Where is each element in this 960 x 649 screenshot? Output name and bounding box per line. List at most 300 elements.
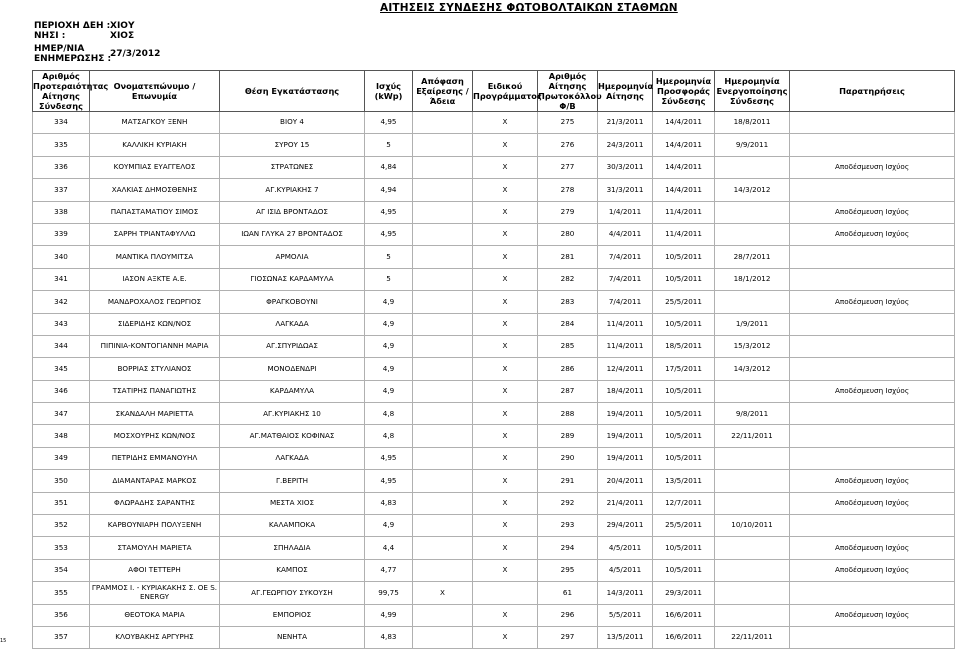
- protocol-number: 297: [538, 626, 598, 648]
- special-program: [473, 582, 538, 604]
- table-row: [33, 380, 955, 402]
- activation-date: 9/8/2011: [715, 403, 790, 425]
- offer-date: 18/5/2011: [653, 335, 715, 357]
- power-kwp: 4,95: [365, 201, 413, 223]
- installation-location: Γ.ΒΕΡΙΤΗ: [220, 470, 365, 492]
- power-kwp: 4,9: [365, 380, 413, 402]
- activation-date: 28/7/2011: [715, 246, 790, 268]
- power-kwp: 4,83: [365, 492, 413, 514]
- power-kwp: 4,95: [365, 223, 413, 245]
- installation-location: ΑΓ.ΚΥΡΙΑΚΗΣ 7: [220, 179, 365, 201]
- remarks: [790, 403, 955, 425]
- special-program: Χ: [473, 223, 538, 245]
- power-kwp: 5: [365, 268, 413, 290]
- remarks: [790, 358, 955, 380]
- protocol-number: 275: [538, 112, 598, 134]
- activation-date: [715, 470, 790, 492]
- activation-date: 1/9/2011: [715, 313, 790, 335]
- remarks: [790, 425, 955, 447]
- exemption-decision: Χ: [413, 582, 473, 604]
- application-date: 20/4/2011: [598, 470, 653, 492]
- exemption-decision: [413, 626, 473, 648]
- remarks: Αποδέσμευση Ισχύος: [790, 380, 955, 402]
- activation-date: [715, 537, 790, 559]
- exemption-decision: [413, 112, 473, 134]
- priority-number: 337: [33, 179, 90, 201]
- application-date: 24/3/2011: [598, 134, 653, 156]
- column-header: Ημερομηνία Ενεργοποίησης Σύνδεσης: [715, 71, 790, 112]
- application-date: 31/3/2011: [598, 179, 653, 201]
- application-date: 11/4/2011: [598, 335, 653, 357]
- applicant-name: ΣΑΡΡΗ ΤΡΙΑΝΤΑΦΥΛΛΩ: [90, 223, 220, 245]
- column-header: Ισχύς (kWp): [365, 71, 413, 112]
- table-row: [33, 537, 955, 559]
- applications-table: [32, 70, 955, 649]
- priority-number: 340: [33, 246, 90, 268]
- priority-number: 348: [33, 425, 90, 447]
- table-row: [33, 492, 955, 514]
- applicant-name: ΠΙΠΙΝΙΑ-ΚΟΝΤΟΓΙΑΝΝΗ ΜΑΡΙΑ: [90, 335, 220, 357]
- installation-location: ΑΡΜΟΛΙΑ: [220, 246, 365, 268]
- offer-date: 14/4/2011: [653, 112, 715, 134]
- offer-date: 11/4/2011: [653, 201, 715, 223]
- activation-date: 9/9/2011: [715, 134, 790, 156]
- priority-number: 352: [33, 515, 90, 537]
- power-kwp: 4,95: [365, 447, 413, 469]
- page-title: ΑΙΤΗΣΕΙΣ ΣΥΝΔΕΣΗΣ ΦΩΤΟΒΟΛΤΑΙΚΩΝ ΣΤΑΘΜΩΝ: [380, 2, 678, 14]
- priority-number: 356: [33, 604, 90, 626]
- special-program: Χ: [473, 604, 538, 626]
- region-labels: [34, 21, 110, 41]
- exemption-decision: [413, 604, 473, 626]
- priority-number: 350: [33, 470, 90, 492]
- priority-number: 353: [33, 537, 90, 559]
- power-kwp: 4,95: [365, 470, 413, 492]
- exemption-decision: [413, 403, 473, 425]
- offer-date: 29/3/2011: [653, 582, 715, 604]
- power-kwp: 4,77: [365, 559, 413, 581]
- application-date: 30/3/2011: [598, 156, 653, 178]
- column-header: Απόφαση Εξαίρεσης / Άδεια: [413, 71, 473, 112]
- power-kwp: 4,9: [365, 358, 413, 380]
- special-program: Χ: [473, 403, 538, 425]
- protocol-number: 294: [538, 537, 598, 559]
- power-kwp: 99,75: [365, 582, 413, 604]
- remarks: [790, 582, 955, 604]
- activation-date: 22/11/2011: [715, 626, 790, 648]
- applicant-name: ΚΑΡΒΟΥΝΙΑΡΗ ΠΟΛΥΞΕΝΗ: [90, 515, 220, 537]
- exemption-decision: [413, 492, 473, 514]
- table-row: [33, 626, 955, 648]
- island-value: ΧΙΟΣ: [110, 31, 135, 41]
- protocol-number: 279: [538, 201, 598, 223]
- protocol-number: 291: [538, 470, 598, 492]
- priority-number: 342: [33, 291, 90, 313]
- power-kwp: 4,8: [365, 425, 413, 447]
- offer-date: 14/4/2011: [653, 156, 715, 178]
- application-date: 5/5/2011: [598, 604, 653, 626]
- table-row: [33, 313, 955, 335]
- table-row: [33, 134, 955, 156]
- activation-date: [715, 201, 790, 223]
- power-kwp: 4,9: [365, 313, 413, 335]
- special-program: Χ: [473, 335, 538, 357]
- offer-date: 10/5/2011: [653, 537, 715, 559]
- installation-location: ΓΙΟΣΩΝΑΣ ΚΑΡΔΑΜΥΛΑ: [220, 268, 365, 290]
- application-date: 18/4/2011: [598, 380, 653, 402]
- applicant-name: ΚΑΛΛΙΚΗ ΚΥΡΙΑΚΗ: [90, 134, 220, 156]
- applicant-name: ΓΡΑΜΜΟΣ Ι. - ΚΥΡΙΑΚΑΚΗΣ Σ. ΟΕ S. ENERGY: [90, 582, 220, 604]
- protocol-number: 280: [538, 223, 598, 245]
- exemption-decision: [413, 559, 473, 581]
- installation-location: ΑΓ.ΓΕΩΡΓΙΟΥ ΣΥΚΟΥΣΗ: [220, 582, 365, 604]
- applicant-name: ΦΛΩΡΑΔΗΣ ΣΑΡΑΝΤΗΣ: [90, 492, 220, 514]
- applicant-name: ΧΑΛΚΙΑΣ ΔΗΜΟΣΘΕΝΗΣ: [90, 179, 220, 201]
- protocol-number: 277: [538, 156, 598, 178]
- protocol-number: 283: [538, 291, 598, 313]
- installation-location: ΑΓ.ΜΑΤΘΑΙΟΣ ΚΟΦΙΝΑΣ: [220, 425, 365, 447]
- priority-number: 347: [33, 403, 90, 425]
- region-value: ΧΙΟΥ: [110, 21, 135, 31]
- applicant-name: ΙΑΣΟΝ ΑΞΚΤΕ Α.Ε.: [90, 268, 220, 290]
- table-row: [33, 604, 955, 626]
- applicant-name: ΣΤΑΜΟΥΛΗ ΜΑΡΙΕΤΑ: [90, 537, 220, 559]
- installation-location: ΦΡΑΓΚΟΒΟΥΝΙ: [220, 291, 365, 313]
- applicant-name: ΠΕΤΡΙΔΗΣ ΕΜΜΑΝΟΥΗΛ: [90, 447, 220, 469]
- table-body: [33, 112, 955, 649]
- activation-date: [715, 380, 790, 402]
- protocol-number: 284: [538, 313, 598, 335]
- activation-date: [715, 559, 790, 581]
- priority-number: 341: [33, 268, 90, 290]
- priority-number: 354: [33, 559, 90, 581]
- remarks: [790, 313, 955, 335]
- protocol-number: 289: [538, 425, 598, 447]
- remarks: [790, 268, 955, 290]
- application-date: 7/4/2011: [598, 246, 653, 268]
- remarks: [790, 515, 955, 537]
- exemption-decision: [413, 134, 473, 156]
- power-kwp: 4,9: [365, 291, 413, 313]
- activation-date: 22/11/2011: [715, 425, 790, 447]
- offer-date: 14/4/2011: [653, 134, 715, 156]
- activation-date: [715, 223, 790, 245]
- table-row: [33, 268, 955, 290]
- installation-location: ΛΑΓΚΑΔΑ: [220, 447, 365, 469]
- applicant-name: ΔΙΑΜΑΝΤΑΡΑΣ ΜΑΡΚΟΣ: [90, 470, 220, 492]
- application-date: 19/4/2011: [598, 403, 653, 425]
- special-program: Χ: [473, 246, 538, 268]
- priority-number: 345: [33, 358, 90, 380]
- special-program: Χ: [473, 425, 538, 447]
- applicant-name: ΠΑΠΑΣΤΑΜΑΤΙΟΥ ΣΙΜΟΣ: [90, 201, 220, 223]
- application-date: 4/5/2011: [598, 537, 653, 559]
- priority-number: 334: [33, 112, 90, 134]
- application-date: 19/4/2011: [598, 425, 653, 447]
- offer-date: 12/7/2011: [653, 492, 715, 514]
- installation-location: ΣΥΡΟΥ 15: [220, 134, 365, 156]
- protocol-number: 278: [538, 179, 598, 201]
- offer-date: 25/5/2011: [653, 515, 715, 537]
- applicant-name: ΚΛΟΥΒΑΚΗΣ ΑΡΓΥΡΗΣ: [90, 626, 220, 648]
- installation-location: ΛΑΓΚΑΔΑ: [220, 313, 365, 335]
- column-header: Αριθμός Προτεραιότητας Αίτησης Σύνδεσης: [33, 71, 109, 111]
- priority-number: 346: [33, 380, 90, 402]
- applicant-name: ΜΑΝΤΙΚΑ ΠΛΟΥΜΙΤΣΑ: [90, 246, 220, 268]
- exemption-decision: [413, 380, 473, 402]
- special-program: Χ: [473, 380, 538, 402]
- power-kwp: 4,9: [365, 515, 413, 537]
- applicant-name: ΜΑΝΔΡΟΧΑΛΟΣ ΓΕΩΡΓΙΟΣ: [90, 291, 220, 313]
- power-kwp: 5: [365, 134, 413, 156]
- priority-number: 355: [33, 582, 90, 604]
- special-program: Χ: [473, 515, 538, 537]
- remarks: Αποδέσμευση Ισχύος: [790, 156, 955, 178]
- activation-date: [715, 604, 790, 626]
- exemption-decision: [413, 156, 473, 178]
- offer-date: 17/5/2011: [653, 358, 715, 380]
- application-date: 4/4/2011: [598, 223, 653, 245]
- island-label: ΝΗΣΙ :: [34, 31, 66, 41]
- installation-location: ΑΓ.ΣΠΥΡΙΔΩΑΣ: [220, 335, 365, 357]
- remarks: [790, 335, 955, 357]
- exemption-decision: [413, 425, 473, 447]
- activation-date: [715, 492, 790, 514]
- protocol-number: 288: [538, 403, 598, 425]
- application-date: 14/3/2011: [598, 582, 653, 604]
- offer-date: 10/5/2011: [653, 313, 715, 335]
- application-date: 19/4/2011: [598, 447, 653, 469]
- special-program: Χ: [473, 559, 538, 581]
- remarks: Αποδέσμευση Ισχύος: [790, 492, 955, 514]
- special-program: Χ: [473, 358, 538, 380]
- activation-date: 10/10/2011: [715, 515, 790, 537]
- remarks: [790, 246, 955, 268]
- protocol-number: 290: [538, 447, 598, 469]
- activation-date: 14/3/2012: [715, 179, 790, 201]
- applicant-name: ΜΑΤΣΑΓΚΟΥ ΞΕΝΗ: [90, 112, 220, 134]
- offer-date: 10/5/2011: [653, 380, 715, 402]
- remarks: Αποδέσμευση Ισχύος: [790, 604, 955, 626]
- protocol-number: 292: [538, 492, 598, 514]
- table-row: [33, 179, 955, 201]
- table-row: [33, 559, 955, 581]
- application-date: 13/5/2011: [598, 626, 653, 648]
- activation-date: [715, 291, 790, 313]
- region-values: [110, 21, 134, 41]
- remarks: Αποδέσμευση Ισχύος: [790, 537, 955, 559]
- activation-date: 18/1/2012: [715, 268, 790, 290]
- installation-location: ΚΑΜΠΟΣ: [220, 559, 365, 581]
- exemption-decision: [413, 291, 473, 313]
- table-row: [33, 201, 955, 223]
- column-header: Παρατηρήσεις: [790, 71, 955, 112]
- exemption-decision: [413, 537, 473, 559]
- special-program: Χ: [473, 291, 538, 313]
- installation-location: ΣΤΡΑΤΩΝΕΣ: [220, 156, 365, 178]
- applicant-name: ΣΙΔΕΡΙΔΗΣ ΚΩΝ/ΝΟΣ: [90, 313, 220, 335]
- special-program: Χ: [473, 112, 538, 134]
- activation-date: 18/8/2011: [715, 112, 790, 134]
- special-program: Χ: [473, 492, 538, 514]
- exemption-decision: [413, 223, 473, 245]
- applicant-name: ΑΦΟΙ ΤΕΤΤΕΡΗ: [90, 559, 220, 581]
- application-date: 21/4/2011: [598, 492, 653, 514]
- remarks: Αποδέσμευση Ισχύος: [790, 223, 955, 245]
- applicant-name: ΤΣΑΤΙΡΗΣ ΠΑΝΑΓΙΩΤΗΣ: [90, 380, 220, 402]
- power-kwp: 4,4: [365, 537, 413, 559]
- table-row: [33, 223, 955, 245]
- power-kwp: 4,9: [365, 335, 413, 357]
- column-header: Ημερομηνία Προσφοράς Σύνδεσης: [653, 71, 715, 112]
- header-row: [33, 71, 955, 112]
- offer-date: 16/6/2011: [653, 626, 715, 648]
- installation-location: ΚΑΛΑΜΠΟΚΑ: [220, 515, 365, 537]
- application-date: 11/4/2011: [598, 313, 653, 335]
- installation-location: ΜΟΝΟΔΕΝΔΡΙ: [220, 358, 365, 380]
- exemption-decision: [413, 358, 473, 380]
- table-row: [33, 335, 955, 357]
- remarks: [790, 112, 955, 134]
- priority-number: 336: [33, 156, 90, 178]
- offer-date: 10/5/2011: [653, 403, 715, 425]
- installation-location: ΙΩΑΝ ΓΛΥΚΑ 27 ΒΡΟΝΤΑΔΟΣ: [220, 223, 365, 245]
- table-row: [33, 447, 955, 469]
- applicant-name: ΒΟΡΡΙΑΣ ΣΤΥΛΙΑΝΟΣ: [90, 358, 220, 380]
- column-header: Ημερομηνία Αίτησης: [598, 71, 653, 112]
- special-program: Χ: [473, 179, 538, 201]
- special-program: Χ: [473, 447, 538, 469]
- exemption-decision: [413, 313, 473, 335]
- remarks: Αποδέσμευση Ισχύος: [790, 559, 955, 581]
- power-kwp: 4,84: [365, 156, 413, 178]
- power-kwp: 4,83: [365, 626, 413, 648]
- column-header: Αριθμός Αίτησης Πρωτοκόλλου Φ/Β: [538, 71, 602, 111]
- exemption-decision: [413, 470, 473, 492]
- activation-date: 14/3/2012: [715, 358, 790, 380]
- activation-date: [715, 156, 790, 178]
- power-kwp: 4,94: [365, 179, 413, 201]
- installation-location: ΝΕΝΗΤΑ: [220, 626, 365, 648]
- power-kwp: 4,95: [365, 112, 413, 134]
- remarks: Αποδέσμευση Ισχύος: [790, 470, 955, 492]
- protocol-number: 61: [538, 582, 598, 604]
- activation-date: [715, 447, 790, 469]
- priority-number: 344: [33, 335, 90, 357]
- offer-date: 11/4/2011: [653, 223, 715, 245]
- application-date: 21/3/2011: [598, 112, 653, 134]
- remarks: Αποδέσμευση Ισχύος: [790, 201, 955, 223]
- special-program: Χ: [473, 156, 538, 178]
- offer-date: 10/5/2011: [653, 246, 715, 268]
- special-program: Χ: [473, 268, 538, 290]
- priority-number: 338: [33, 201, 90, 223]
- protocol-number: 295: [538, 559, 598, 581]
- priority-number: 339: [33, 223, 90, 245]
- protocol-number: 285: [538, 335, 598, 357]
- table-row: [33, 515, 955, 537]
- power-kwp: 4,8: [365, 403, 413, 425]
- priority-number: 335: [33, 134, 90, 156]
- special-program: Χ: [473, 470, 538, 492]
- remarks: Αποδέσμευση Ισχύος: [790, 291, 955, 313]
- date-labels: [34, 44, 111, 64]
- special-program: Χ: [473, 134, 538, 156]
- application-date: 4/5/2011: [598, 559, 653, 581]
- table-row: [33, 112, 955, 134]
- exemption-decision: [413, 268, 473, 290]
- applicant-name: ΣΚΑΝΔΑΛΗ ΜΑΡΙΕΤΤΑ: [90, 403, 220, 425]
- table-row: [33, 403, 955, 425]
- protocol-number: 287: [538, 380, 598, 402]
- protocol-number: 293: [538, 515, 598, 537]
- table-row: [33, 246, 955, 268]
- installation-location: ΚΑΡΔΑΜΥΛΑ: [220, 380, 365, 402]
- special-program: Χ: [473, 626, 538, 648]
- special-program: Χ: [473, 313, 538, 335]
- offer-date: 25/5/2011: [653, 291, 715, 313]
- installation-location: ΑΓ ΙΣΙΔ ΒΡΟΝΤΑΔΟΣ: [220, 201, 365, 223]
- page-marker: 15: [0, 638, 7, 644]
- protocol-number: 281: [538, 246, 598, 268]
- special-program: Χ: [473, 537, 538, 559]
- date-value: 27/3/2012: [110, 49, 161, 59]
- exemption-decision: [413, 179, 473, 201]
- offer-date: 16/6/2011: [653, 604, 715, 626]
- exemption-decision: [413, 515, 473, 537]
- protocol-number: 286: [538, 358, 598, 380]
- table-row: [33, 582, 955, 604]
- date-label-2: ΕΝΗΜΕΡΩΣΗΣ :: [34, 54, 112, 64]
- installation-location: ΑΓ.ΚΥΡΙΑΚΗΣ 10: [220, 403, 365, 425]
- exemption-decision: [413, 447, 473, 469]
- exemption-decision: [413, 246, 473, 268]
- column-header: Ονοματεπώνυμο / Επωνυμία: [90, 71, 220, 112]
- remarks: [790, 626, 955, 648]
- priority-number: 343: [33, 313, 90, 335]
- table-row: [33, 156, 955, 178]
- application-date: 7/4/2011: [598, 291, 653, 313]
- application-date: 7/4/2011: [598, 268, 653, 290]
- table-row: [33, 291, 955, 313]
- application-date: 1/4/2011: [598, 201, 653, 223]
- application-date: 29/4/2011: [598, 515, 653, 537]
- offer-date: 10/5/2011: [653, 447, 715, 469]
- offer-date: 13/5/2011: [653, 470, 715, 492]
- offer-date: 10/5/2011: [653, 268, 715, 290]
- power-kwp: 5: [365, 246, 413, 268]
- exemption-decision: [413, 201, 473, 223]
- remarks: [790, 179, 955, 201]
- remarks: [790, 134, 955, 156]
- installation-location: ΒΙΟΥ 4: [220, 112, 365, 134]
- table-row: [33, 358, 955, 380]
- column-header: Ειδικού Προγράμματος: [473, 71, 538, 112]
- protocol-number: 282: [538, 268, 598, 290]
- region-label: ΠΕΡΙΟΧΗ ΔΕΗ :: [34, 21, 111, 31]
- applicant-name: ΚΟΥΜΠΙΑΣ ΕΥΑΓΓΕΛΟΣ: [90, 156, 220, 178]
- priority-number: 349: [33, 447, 90, 469]
- activation-date: [715, 582, 790, 604]
- applicant-name: ΜΟΣΧΟΥΡΗΣ ΚΩΝ/ΝΟΣ: [90, 425, 220, 447]
- priority-number: 351: [33, 492, 90, 514]
- power-kwp: 4,99: [365, 604, 413, 626]
- installation-location: ΜΕΣΤΑ ΧΙΟΣ: [220, 492, 365, 514]
- offer-date: 10/5/2011: [653, 559, 715, 581]
- table-row: [33, 470, 955, 492]
- installation-location: ΣΠΗΛΑΔΙΑ: [220, 537, 365, 559]
- exemption-decision: [413, 335, 473, 357]
